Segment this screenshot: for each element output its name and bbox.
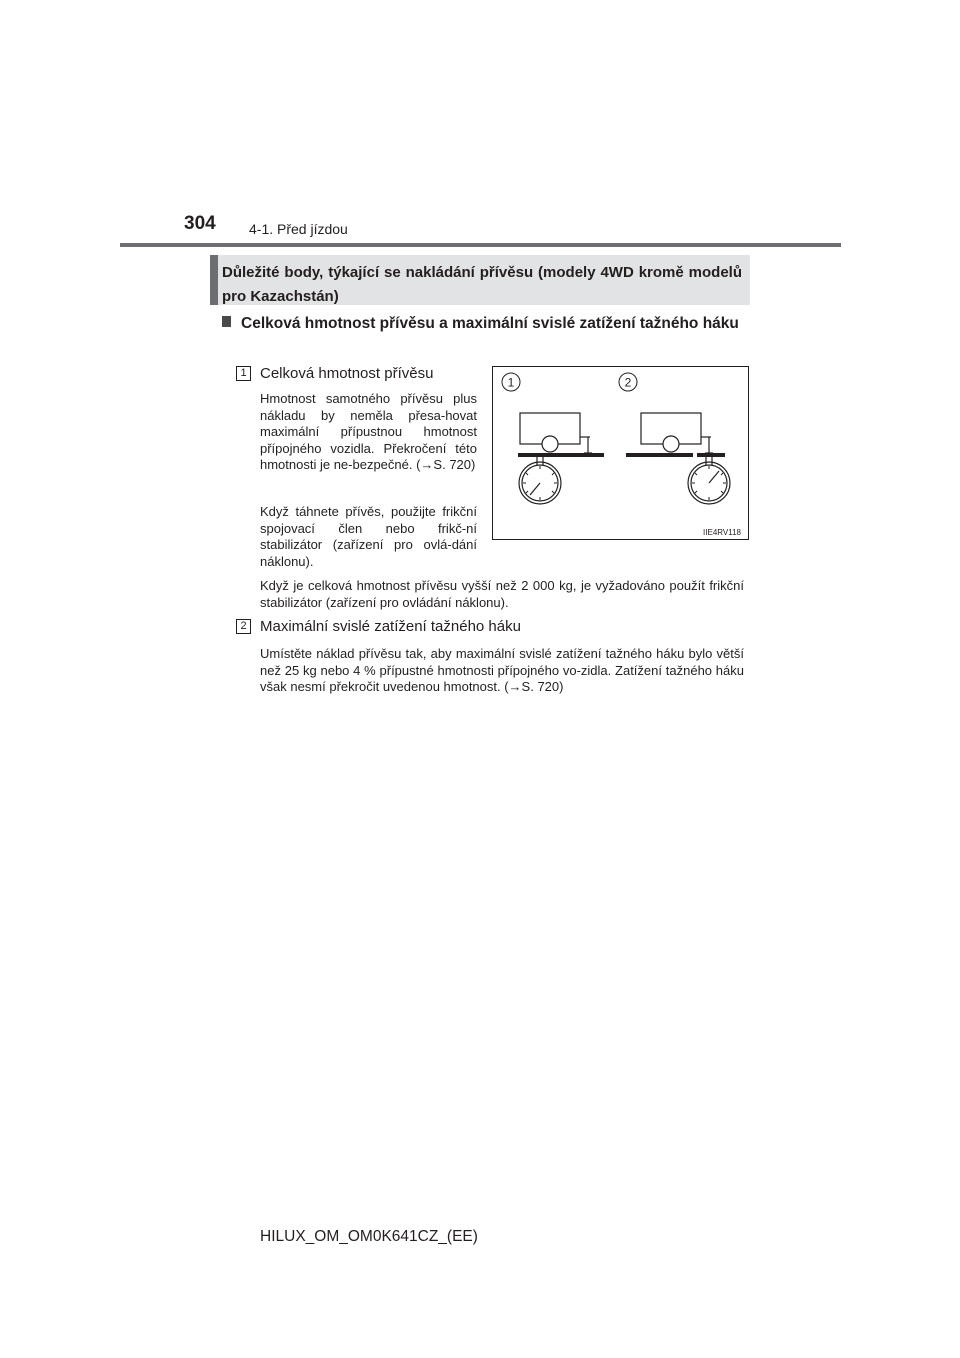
topic-heading: Celková hmotnost přívěsu a maximální svislé zatížení tažného háku: [241, 315, 739, 332]
item-1-number-badge: 1: [236, 366, 251, 381]
item-2-title: Maximální svislé zatížení tažného háku: [260, 618, 521, 635]
item-1-paragraph-1: Hmotnost samotného přívěsu plus nákladu by neměla přesa-hovat maximální přípustnou hmotnost přípojného vozidla. Překročení této hmotnosti je ne-bezpečné. (→S. 720): [260, 391, 477, 472]
trailer-icon: [520, 413, 592, 453]
weight-scale-icon: [688, 457, 730, 504]
ground-bar-2-right: [697, 453, 725, 457]
trailer-icon: [641, 413, 713, 453]
trailer-weight-figure: [492, 366, 749, 540]
item-1-paragraph-2: Když táhnete přívěs, použijte frikční spojovací člen nebo frikč-ní stabilizátor (zařízení pro ovlá-dání náklonu).: [260, 504, 477, 569]
banner-text: Důležité body, týkající se nakládání přívěsu (modely 4WD kromě modelů pro Kazachstán): [222, 264, 742, 305]
weight-scale-icon: [519, 457, 561, 504]
item-1-paragraph-3: Když je celková hmotnost přívěsu vyšší než 2 000 kg, je vyžadováno použít frikční stabilizátor (zařízení pro ovládání náklonu).: [260, 578, 744, 610]
item-2-paragraph-1: Umístěte náklad přívěsu tak, aby maximální svislé zatížení tažného háku bylo větší než 25 kg nebo 4 % přípustné hmotnosti přípojného vo-zidla. Zatížení tažného háku však nesmí překročit uvedenou hmotnost. (→S. 720): [260, 646, 744, 694]
trailer-weight-diagram: [493, 367, 748, 539]
figure-label-2: 2: [624, 375, 632, 390]
figure-code: IIE4RV118: [703, 528, 741, 537]
ground-bar-1: [518, 453, 604, 457]
item-1-title: Celková hmotnost přívěsu: [260, 365, 434, 382]
item-2-number-badge: 2: [236, 619, 251, 634]
section-title: 4-1. Před jízdou: [249, 221, 348, 237]
figure-label-1: 1: [507, 375, 515, 390]
square-bullet-icon: [222, 316, 231, 327]
document-code: HILUX_OM_OM0K641CZ_(EE): [260, 1228, 478, 1245]
page-number: 304: [184, 213, 216, 234]
header-rule: [120, 243, 841, 247]
ground-bar-2-left: [626, 453, 693, 457]
